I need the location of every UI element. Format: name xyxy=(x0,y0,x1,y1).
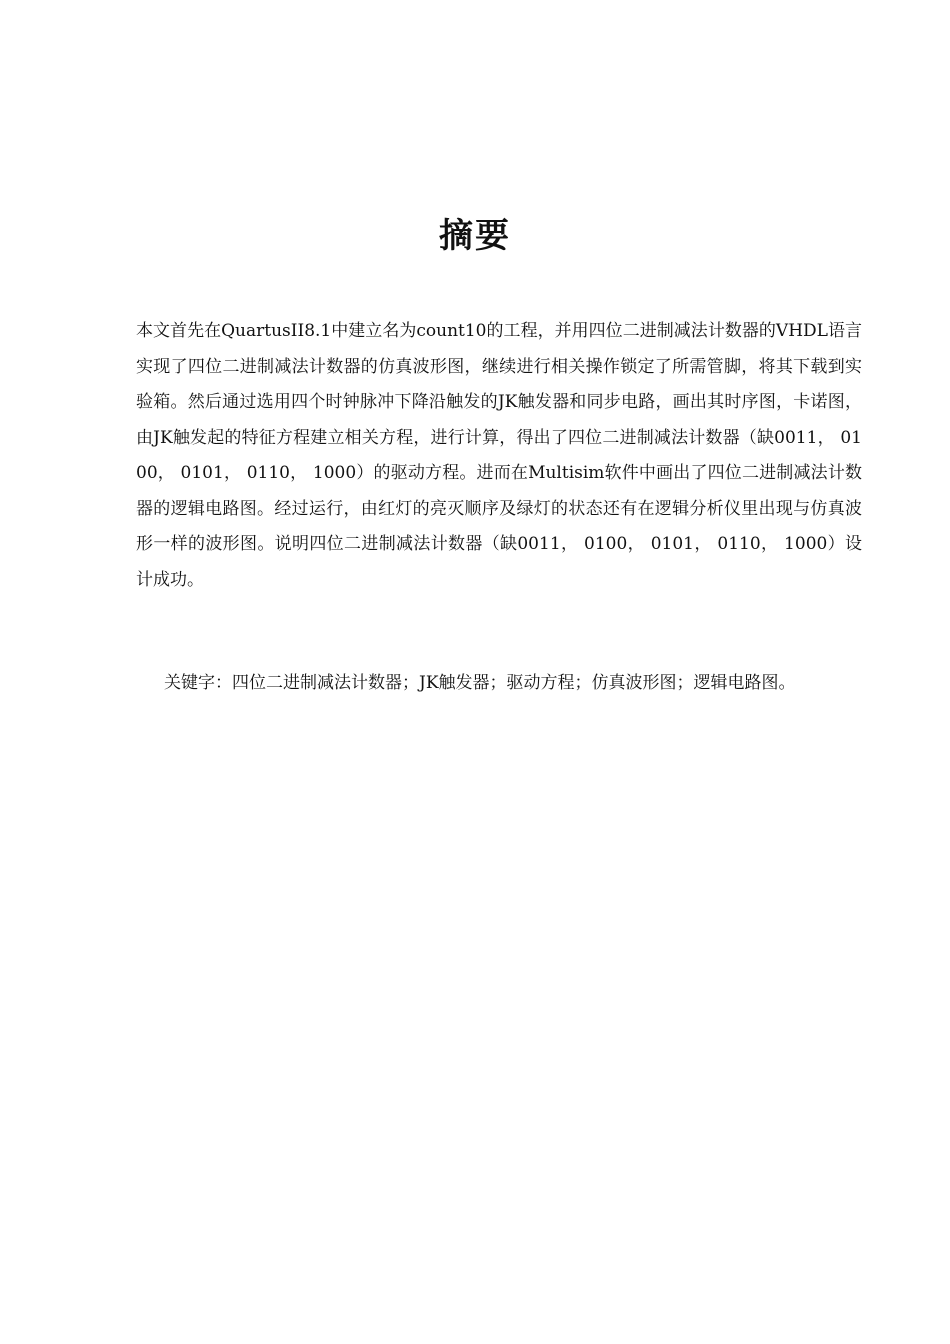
abstract-paragraph: 本文首先在QuartusII8.1中建立名为count10的工程，并用四位二进制减法计数器的VHDL语言实现了四位二进制减法计数器的仿真波形图，继续进行相关操作锁定了所需管脚，将其下载到实验箱。然后通过选用四个时钟脉冲下降沿触发的JK触发器和同步电路，画出其时序图，卡诺图，由JK触发起的特征方程建立相关方程，进行计算，得出了四位二进制减法计数器（缺0011， 0100， 0101， 0110， 1000）的驱动方程。进而在Multisim软件中画出了四位二进制减法计数器的逻辑电路图。经过运行，由红灯的亮灭顺序及绿灯的状态还有在逻辑分析仪里出现与仿真波形一样的波形图。说明四位二进制减法计数器（缺0011， 0100， 0101， 0110， 1000）设计成功。 xyxy=(136,321,862,590)
page-title: 摘要 xyxy=(439,216,511,256)
keywords-line: 关键字：四位二进制减法计数器；JK触发器；驱动方程；仿真波形图；逻辑电路图。 xyxy=(164,673,796,693)
